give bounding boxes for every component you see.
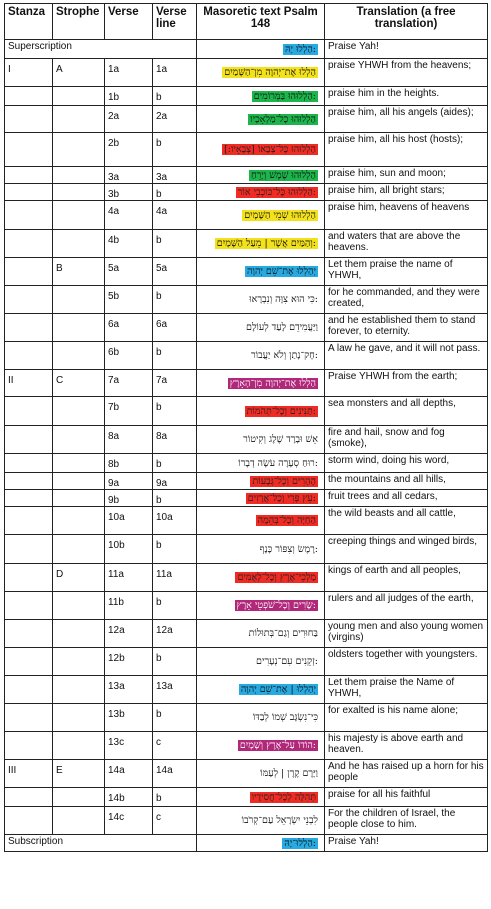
hebrew-highlight: :הַלְלוּ־יָהּ [284,837,316,849]
strophe-cell [53,648,105,676]
verse-row [5,676,488,704]
verse-cell: 10a [105,507,153,535]
translation-cell: sea monsters and all depths, [325,397,488,426]
verse-cell: 9a [105,473,153,490]
stanza-cell: I [5,59,53,87]
hebrew-text: :זְקֵנִים עִם־נְעָרִים [256,656,318,667]
hebrew-cell [197,106,325,133]
strophe-cell [53,286,105,314]
stanza-cell [5,676,53,704]
superscription-row [5,40,488,59]
translation-cell: praise him in the heights. [325,87,488,106]
strophe-cell [53,133,105,167]
verse-cell: 11a [105,564,153,592]
hebrew-cell [197,592,325,620]
hebrew-cell [197,535,325,564]
stanza-cell [5,732,53,760]
strophe-cell [53,704,105,732]
verse-row [5,184,488,201]
verse-row [5,620,488,648]
hebrew-text: :תַּנִּינִים וְכָל־תְּהֹמוֹת [246,405,316,417]
hebrew-text: :שָׂרִים וְכָל־שֹׁפְטֵי אָרֶץ [236,600,316,611]
verse-row [5,167,488,184]
header-verse-line: Verse line [153,4,197,40]
verse-line-cell: 12a [153,620,197,648]
hebrew-text: הֶהָרִים וְכָל־גְּבָעוֹת [252,475,316,487]
hebrew-cell [197,59,325,87]
hebrew-cell [197,473,325,490]
translation-cell: oldsters together with youngsters. [325,648,488,676]
translation-cell: and he established them to stand forever, to eternity. [325,314,488,342]
strophe-cell [53,535,105,564]
verse-line-cell: 8a [153,426,197,454]
header-strophe: Strophe [53,4,105,40]
verse-cell: 13a [105,676,153,704]
strophe-cell: A [53,59,105,87]
stanza-cell [5,286,53,314]
translation-cell: his majesty is above earth and heaven. [325,732,488,760]
hebrew-text: מַלְכֵי־אֶרֶץ וְכָל־לְאֻמִּים [237,572,316,583]
stanza-cell [5,106,53,133]
translation-cell: for he commanded, and they were created, [325,286,488,314]
hebrew-cell [197,564,325,592]
verse-line-cell: 10a [153,507,197,535]
translation-cell: And he has raised up a horn for his people [325,760,488,788]
strophe-cell [53,676,105,704]
verse-line-cell: b [153,535,197,564]
hebrew-text: :עֵץ פְּרִי וְכָל־אֲרָזִים [247,492,316,504]
hebrew-text: הַלְלוּהוּ כָּל־צְבָאוֹ [צְבָאָיו:] [224,144,316,155]
verse-line-cell: b [153,788,197,807]
verse-row [5,788,488,807]
verse-row [5,732,488,760]
stanza-cell [5,704,53,732]
hebrew-text: לִבְנֵי יִשְׂרָאֵל עַם־קְרֹבוֹ [241,815,318,826]
verse-row [5,342,488,370]
stanza-cell [5,167,53,184]
strophe-cell [53,490,105,507]
translation-cell: creeping things and winged birds, [325,535,488,564]
translation-cell: for exalted is his name alone; [325,704,488,732]
verse-row [5,133,488,167]
verse-cell: 9b [105,490,153,507]
stanza-cell [5,507,53,535]
verse-row [5,397,488,426]
hebrew-text: :רֶמֶשׂ וְצִפּוֹר כָּנָף [259,543,318,555]
verse-line-cell: b [153,133,197,167]
header-row [5,4,488,40]
strophe-cell [53,397,105,426]
verse-row [5,507,488,535]
hebrew-cell [197,490,325,507]
hebrew-text: וַיָּרֶם קֶרֶן | לְעַמּוֹ [260,768,318,779]
strophe-cell [53,788,105,807]
verse-line-cell: 13a [153,676,197,704]
hebrew-text: תְּהִלָּה לְכָל־חֲסִידָיו [251,791,316,803]
verse-row [5,314,488,342]
strophe-cell [53,184,105,201]
strophe-cell [53,342,105,370]
strophe-cell [53,507,105,535]
stanza-cell [5,454,53,473]
stanza-cell [5,397,53,426]
verse-cell: 8b [105,454,153,473]
translation-cell: praise him, all his angels (aides); [325,106,488,133]
verse-cell: 14c [105,807,153,835]
translation-cell: Praise YHWH from the earth; [325,370,488,397]
verse-cell: 3a [105,167,153,184]
verse-cell: 13b [105,704,153,732]
strophe-cell: C [53,370,105,397]
verse-row [5,286,488,314]
superscription-hebrew [197,40,325,59]
strophe-cell: D [53,564,105,592]
header-masoretic: Masoretic text Psalm 148 [197,4,325,40]
hebrew-cell [197,704,325,732]
verse-row [5,106,488,133]
translation-cell: the mountains and all hills, [325,473,488,490]
stanza-cell [5,258,53,286]
verse-cell: 6a [105,314,153,342]
translation-cell: and waters that are above the heavens. [325,230,488,258]
verse-line-cell: b [153,454,197,473]
verse-row [5,258,488,286]
translation-cell: praise him, all his host (hosts); [325,133,488,167]
stanza-cell [5,490,53,507]
hebrew-text: הַלְלוּ אֶת־יְהוָה מִן־הָאָרֶץ [229,377,316,389]
stanza-cell [5,201,53,230]
hebrew-highlight: :הַלְלוּ יָהּ [285,43,316,55]
hebrew-text: הַלְלוּ אֶת־יְהוָה מִן־הַשָּׁמַיִם [224,67,316,78]
verse-row [5,490,488,507]
translation-cell: rulers and all judges of the earth, [325,592,488,620]
hebrew-cell [197,133,325,167]
translation-cell: praise him, all bright stars; [325,184,488,201]
hebrew-text: :הַלְלוּהוּ בַּמְּרוֹמִים [253,90,316,102]
hebrew-cell [197,201,325,230]
subscription-row [5,835,488,852]
verse-cell: 12b [105,648,153,676]
hebrew-text: הַחַיָּה וְכָל־בְּהֵמָה [257,515,316,526]
hebrew-text: וַיַּעֲמִידֵם לָעַד לְעוֹלָם [246,322,318,333]
verse-line-cell: c [153,807,197,835]
verse-cell: 2a [105,106,153,133]
verse-line-cell: 6a [153,314,197,342]
hebrew-text: :הַלְלוּהוּ כָּל־כּוֹכְבֵי אוֹר [237,186,316,198]
strophe-cell [53,592,105,620]
hebrew-text: :כִּי הוּא צִוָּה וְנִבְרָאוּ [249,294,318,305]
translation-cell: fire and hail, snow and fog (smoke), [325,426,488,454]
verse-line-cell: c [153,732,197,760]
stanza-cell [5,133,53,167]
hebrew-text: אֵשׁ וּבָרָד שֶׁלֶג וְקִיטוֹר [243,434,318,445]
verse-cell: 1a [105,59,153,87]
hebrew-cell [197,788,325,807]
verse-cell: 2b [105,133,153,167]
verse-cell: 3b [105,184,153,201]
superscription-label: Superscription [5,40,197,59]
hebrew-cell [197,648,325,676]
verse-cell: 1b [105,87,153,106]
verse-line-cell: b [153,490,197,507]
verse-line-cell: 9a [153,473,197,490]
hebrew-text: יְהַלְלוּ | אֶת־שֵׁם יְהוָה [240,684,316,695]
verse-cell: 7a [105,370,153,397]
stanza-cell [5,184,53,201]
verse-line-cell: 5a [153,258,197,286]
stanza-cell [5,314,53,342]
stanza-cell: II [5,370,53,397]
verse-cell: 14a [105,760,153,788]
verse-row [5,564,488,592]
hebrew-cell [197,507,325,535]
strophe-cell [53,732,105,760]
verse-row [5,370,488,397]
verse-row [5,473,488,490]
translation-cell: praise him, heavens of heavens [325,201,488,230]
verse-cell: 4a [105,201,153,230]
strophe-cell: E [53,760,105,788]
verse-cell: 13c [105,732,153,760]
verse-row [5,87,488,106]
hebrew-cell [197,342,325,370]
hebrew-cell [197,87,325,106]
strophe-cell: B [53,258,105,286]
hebrew-cell [197,807,325,835]
hebrew-cell [197,184,325,201]
strophe-cell [53,167,105,184]
hebrew-cell [197,760,325,788]
hebrew-cell [197,397,325,426]
hebrew-text: בַּחוּרִים וְגַם־בְּתוּלוֹת [248,628,318,639]
verse-row [5,454,488,473]
strophe-cell [53,620,105,648]
stanza-cell [5,87,53,106]
verse-row [5,807,488,835]
verse-cell: 10b [105,535,153,564]
table-body [5,40,488,852]
hebrew-text: :וְהַמַּיִם אֲשֶׁר | מֵעַל הַשָּׁמָיִם [216,238,316,249]
verse-row [5,426,488,454]
stanza-cell [5,788,53,807]
hebrew-cell [197,230,325,258]
verse-row [5,201,488,230]
strophe-cell [53,807,105,835]
stanza-cell [5,564,53,592]
subscription-translation: Praise Yah! [325,835,488,852]
hebrew-text: הַלְלוּהוּ שֶׁמֶשׁ וְיָרֵחַ [250,169,316,181]
translation-cell: young men and also young women (virgins) [325,620,488,648]
stanza-cell [5,648,53,676]
verse-line-cell: 7a [153,370,197,397]
verse-line-cell: b [153,286,197,314]
verse-line-cell: b [153,230,197,258]
psalm-table [4,3,488,852]
verse-row [5,704,488,732]
strophe-cell [53,314,105,342]
hebrew-cell [197,426,325,454]
hebrew-text: הַלְלוּהוּ שְׁמֵי הַשָּׁמָיִם [244,209,316,221]
verse-row [5,59,488,87]
translation-cell: Let them praise the Name of YHWH, [325,676,488,704]
translation-cell: fruit trees and all cedars, [325,490,488,507]
translation-cell: praise for all his faithful [325,788,488,807]
verse-line-cell: 14a [153,760,197,788]
hebrew-cell [197,732,325,760]
header-verse: Verse [105,4,153,40]
translation-cell: praise YHWH from the heavens; [325,59,488,87]
verse-line-cell: b [153,184,197,201]
stanza-cell [5,620,53,648]
verse-row [5,648,488,676]
translation-cell: storm wind, doing his word, [325,454,488,473]
verse-line-cell: 2a [153,106,197,133]
verse-row [5,230,488,258]
strophe-cell [53,106,105,133]
stanza-cell [5,535,53,564]
translation-cell: A law he gave, and it will not pass. [325,342,488,370]
verse-line-cell: b [153,648,197,676]
translation-cell: the wild beasts and all cattle, [325,507,488,535]
verse-cell: 8a [105,426,153,454]
verse-cell: 6b [105,342,153,370]
verse-row [5,760,488,788]
hebrew-cell [197,258,325,286]
stanza-cell [5,426,53,454]
verse-line-cell: 4a [153,201,197,230]
stanza-cell [5,592,53,620]
verse-line-cell: 11a [153,564,197,592]
verse-line-cell: 1a [153,59,197,87]
translation-cell: Let them praise the name of YHWH, [325,258,488,286]
verse-cell: 11b [105,592,153,620]
verse-cell: 5a [105,258,153,286]
strophe-cell [53,473,105,490]
verse-line-cell: 3a [153,167,197,184]
stanza-cell [5,342,53,370]
hebrew-cell [197,286,325,314]
hebrew-cell [197,370,325,397]
superscription-translation: Praise Yah! [325,40,488,59]
hebrew-text: יְהַלְלוּ אֶת־שֵׁם יְהוָה [247,266,316,277]
hebrew-text: :רוּחַ סְעָרָה עֹשָׂה דְבָרוֹ [238,457,318,469]
strophe-cell [53,87,105,106]
verse-line-cell: b [153,87,197,106]
verse-cell: 14b [105,788,153,807]
header-translation: Translation (a free translation) [325,4,488,40]
verse-row [5,592,488,620]
stanza-cell [5,473,53,490]
verse-cell: 12a [105,620,153,648]
verse-line-cell: b [153,342,197,370]
stanza-cell [5,230,53,258]
subscription-label: Subscription [5,835,197,852]
verse-line-cell: b [153,704,197,732]
strophe-cell [53,454,105,473]
header-stanza: Stanza [5,4,53,40]
strophe-cell [53,230,105,258]
verse-line-cell: b [153,592,197,620]
translation-cell: praise him, sun and moon; [325,167,488,184]
translation-cell: For the children of Israel, the people close to him. [325,807,488,835]
hebrew-text: כִּי־נִשְׂגָּב שְׁמוֹ לְבַדּוֹ [252,712,318,723]
verse-line-cell: b [153,397,197,426]
subscription-hebrew [197,835,325,852]
hebrew-cell [197,167,325,184]
psalm-148-table-wrapper [4,3,487,852]
strophe-cell [53,426,105,454]
hebrew-text: :חָק־נָתַן וְלֹא יַעֲבוֹר [250,350,318,361]
hebrew-text: :הוֹדוֹ עַל־אֶרֶץ וְשָׁמָיִם [239,740,316,751]
verse-cell: 4b [105,230,153,258]
stanza-cell: III [5,760,53,788]
translation-cell: kings of earth and all peoples, [325,564,488,592]
hebrew-cell [197,454,325,473]
hebrew-cell [197,620,325,648]
verse-cell: 5b [105,286,153,314]
strophe-cell [53,201,105,230]
hebrew-cell [197,676,325,704]
verse-row [5,535,488,564]
verse-cell: 7b [105,397,153,426]
stanza-cell [5,807,53,835]
hebrew-cell [197,314,325,342]
hebrew-text: הַלְלוּהוּ כָל־מַלְאָכָיו [250,113,316,125]
